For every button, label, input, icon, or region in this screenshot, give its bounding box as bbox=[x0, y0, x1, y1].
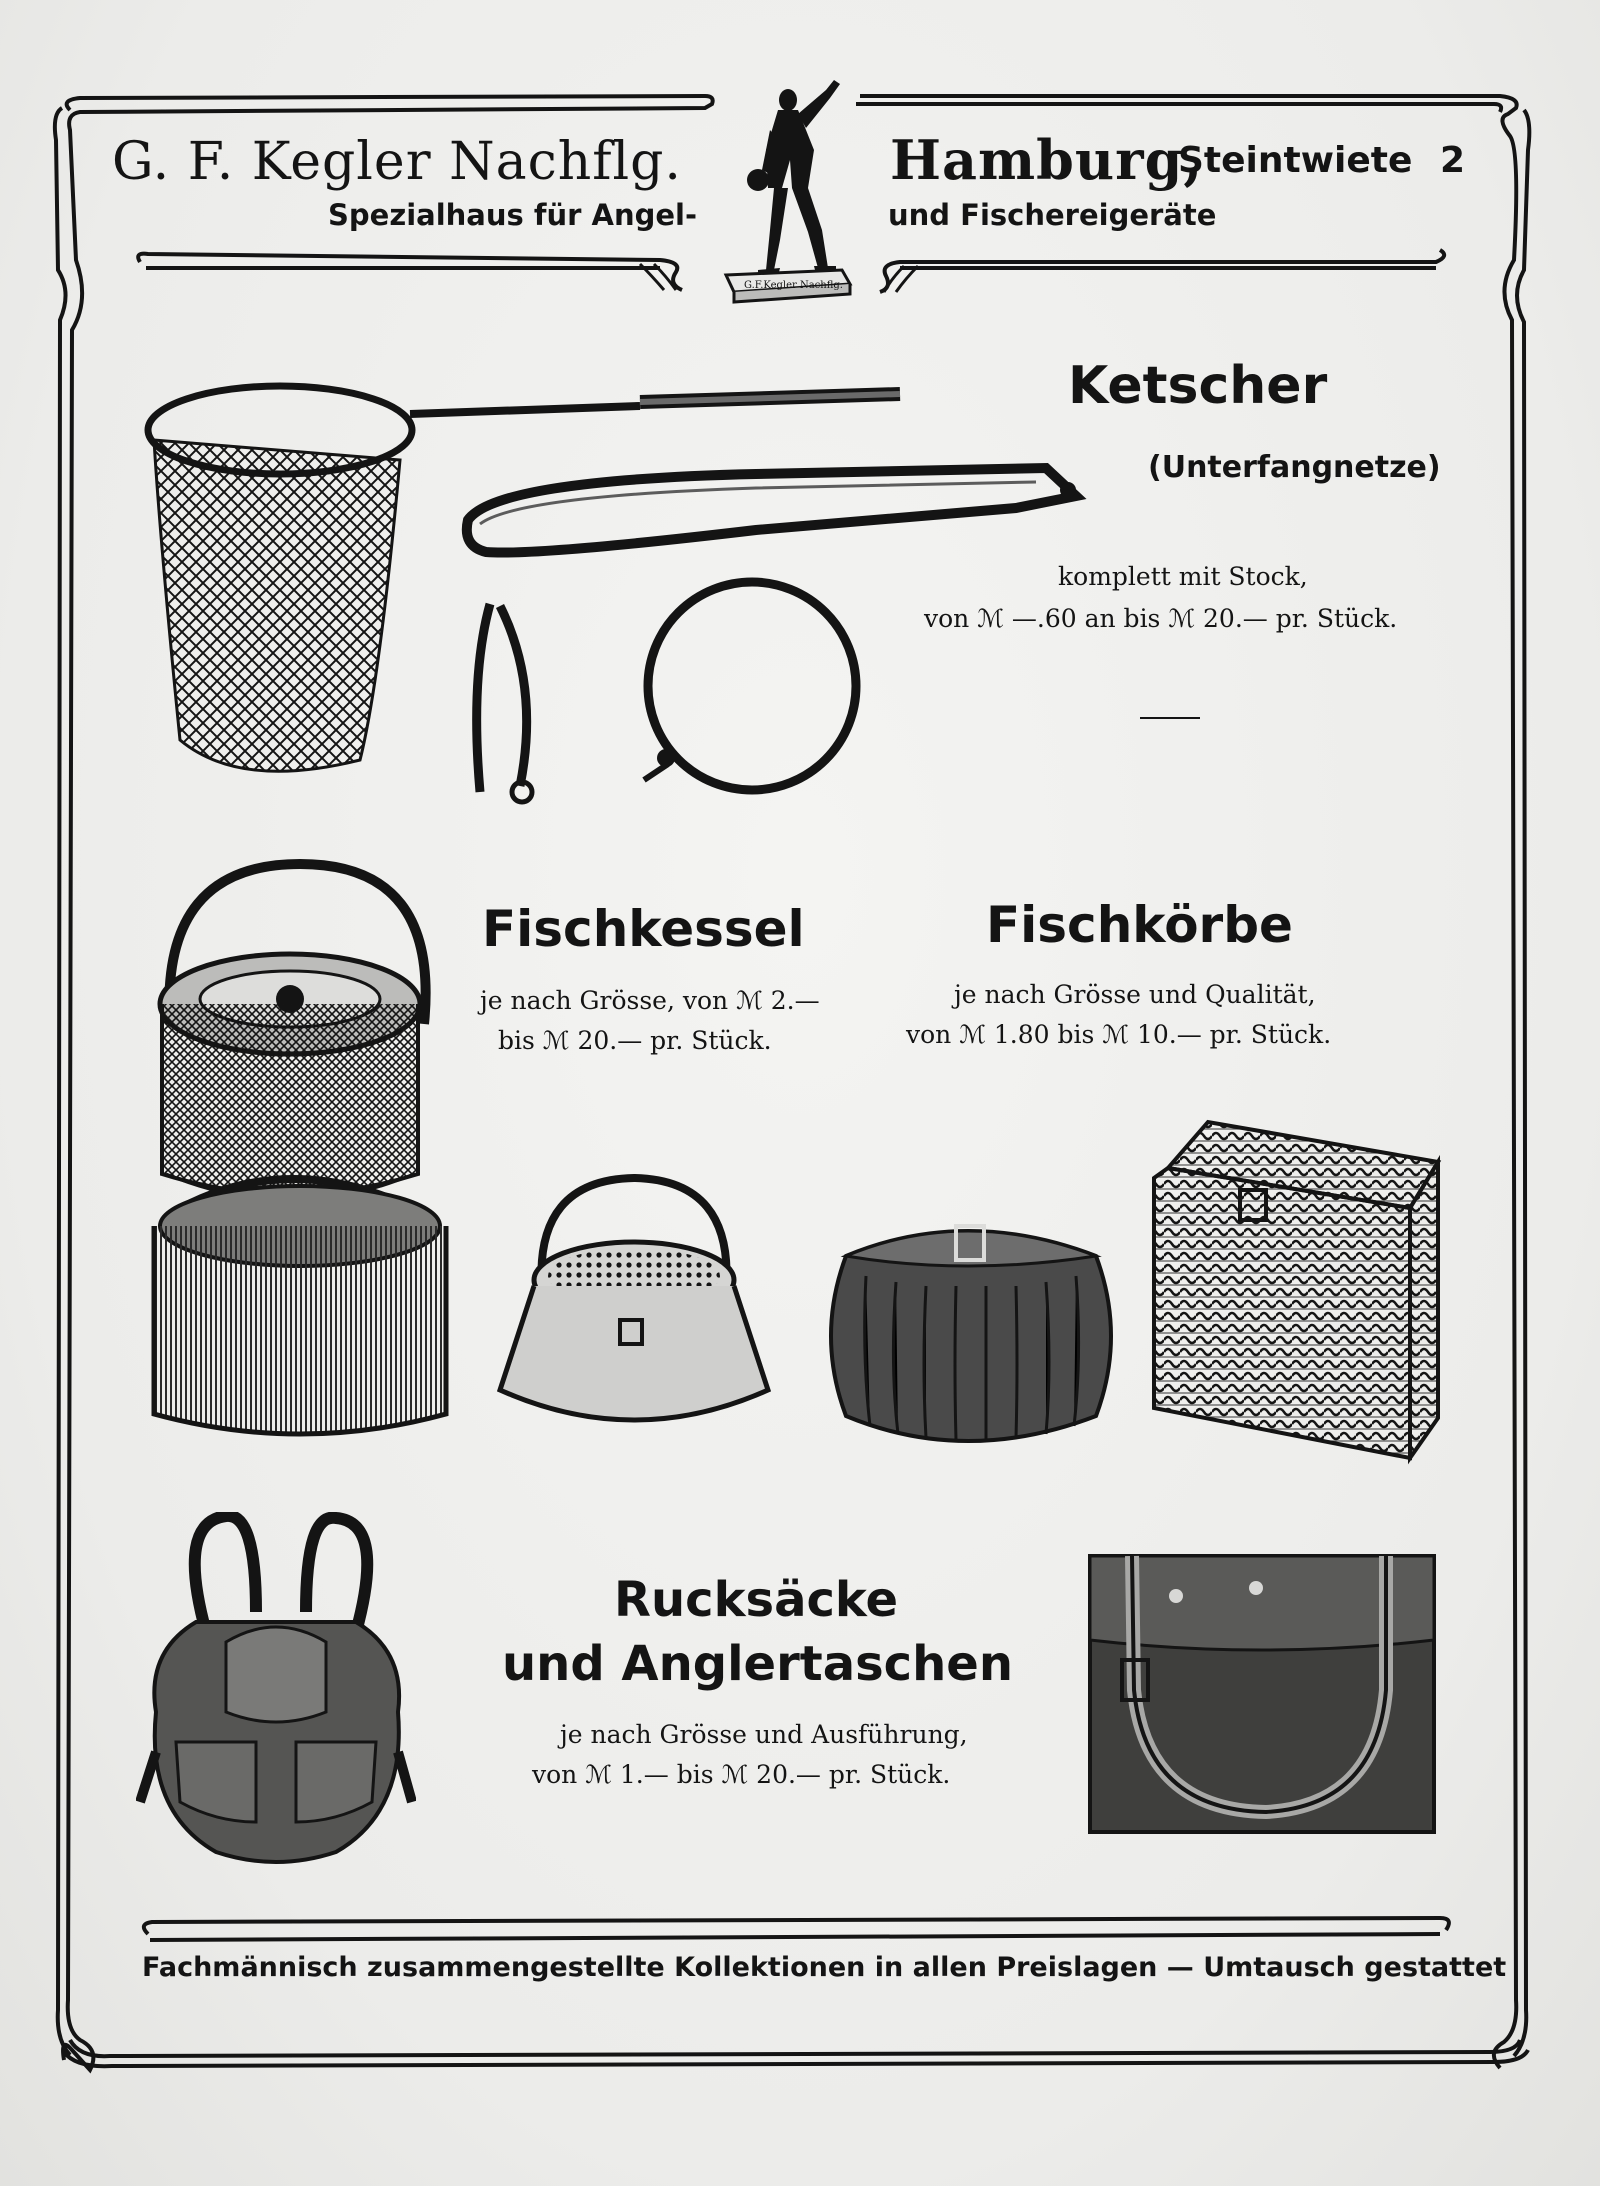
company-subtitle: Spezialhaus für Angel- bbox=[328, 198, 698, 232]
folded-net-frame bbox=[460, 596, 560, 806]
rucksaecke-line1: je nach Grösse und Ausführung, bbox=[560, 1720, 968, 1749]
plaque-text: G.F.Kegler Nachflg. bbox=[744, 280, 843, 291]
fischkessel-title: Fischkessel bbox=[482, 900, 805, 958]
fish-kettle-tall-illustration bbox=[140, 854, 460, 1454]
folding-net-frame bbox=[456, 460, 1096, 570]
ketscher-title: Ketscher bbox=[1068, 356, 1328, 416]
fischkoerbe-line2: von ℳ 1.80 bis ℳ 10.— pr. Stück. bbox=[906, 1020, 1332, 1049]
fish-kettle-cone-illustration bbox=[494, 1170, 774, 1450]
street-name: Steintwiete bbox=[1178, 140, 1413, 181]
rucksaecke-line2: von ℳ 1.— bis ℳ 20.— pr. Stück. bbox=[532, 1760, 951, 1789]
ketscher-line1: komplett mit Stock, bbox=[1058, 562, 1308, 591]
footer-text: Fachmännisch zusammengestellte Kollektionen in allen Preislagen — Umtausch gestattet bbox=[142, 1952, 1507, 1983]
city-name: Hamburg, bbox=[890, 128, 1204, 192]
rucksaecke-title: Rucksäcke bbox=[614, 1572, 899, 1628]
wicker-box-basket-illustration bbox=[1148, 1118, 1448, 1468]
fischkessel-line2: bis ℳ 20.— pr. Stück. bbox=[498, 1026, 772, 1055]
rucksack-illustration bbox=[136, 1512, 416, 1872]
round-net-ring bbox=[632, 568, 872, 808]
fischkoerbe-line1: je nach Grösse und Qualität, bbox=[954, 980, 1316, 1009]
ketscher-subtitle: (Unterfangnetze) bbox=[1148, 450, 1441, 485]
angler-bag-illustration bbox=[1086, 1550, 1438, 1836]
fischkessel-line1: je nach Grösse, von ℳ 2.— bbox=[480, 986, 820, 1015]
street-number: 2 bbox=[1440, 140, 1466, 181]
creel-basket-illustration bbox=[826, 1216, 1116, 1456]
city-subtitle: und Fischereigeräte bbox=[888, 198, 1217, 232]
company-name: G. F. Kegler Nachflg. bbox=[112, 132, 682, 192]
bowler-statuette-logo bbox=[718, 70, 858, 320]
fischkoerbe-title: Fischkörbe bbox=[986, 896, 1293, 954]
ketscher-line2: von ℳ —.60 an bis ℳ 20.— pr. Stück. bbox=[924, 604, 1398, 633]
rucksaecke-title2: und Anglertaschen bbox=[502, 1636, 1014, 1692]
